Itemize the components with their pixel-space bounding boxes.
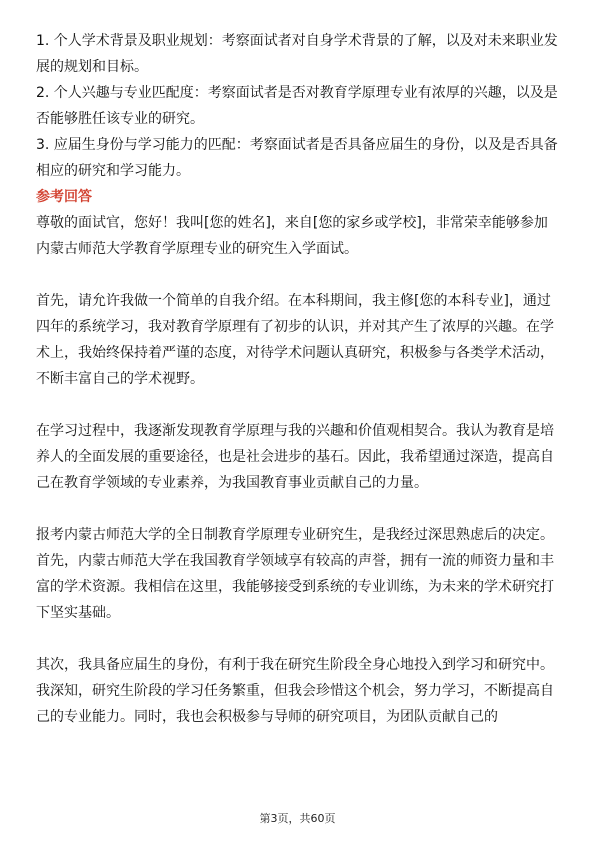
paragraph-gap	[36, 626, 559, 652]
answer-paragraph: 其次，我具备应届生的身份，有利于我在研究生阶段全身心地投入到学习和研究中。我深知，研究生阶段的学习任务繁重，但我会珍惜这个机会，努力学习，不断提高自己的专业能力。同时，我也会积极参与导师的研究项目，为团队贡献自己的	[36, 657, 554, 725]
criteria-item: 1. 个人学术背景及职业规划：考察面试者对自身学术背景的了解，以及对未来职业发展的规划和目标。	[36, 33, 558, 75]
answer-paragraph: 在学习过程中，我逐渐发现教育学原理与我的兴趣和价值观相契合。我认为教育是培养人的全面发展的重要途径，也是社会进步的基石。因此，我希望通过深造，提高自己在教育学领域的专业素养，为我国教育事业贡献自己的力量。	[36, 423, 554, 491]
paragraph-gap	[36, 496, 559, 522]
criteria-item: 2. 个人兴趣与专业匹配度：考察面试者是否对教育学原理专业有浓厚的兴趣，以及是否能够胜任该专业的研究。	[36, 85, 558, 127]
page-content	[36, 28, 559, 730]
paragraph-gap	[36, 392, 559, 418]
answer-heading: 参考回答	[36, 189, 92, 205]
page-footer: 第3页，共60页	[259, 812, 336, 825]
answer-paragraph: 报考内蒙古师范大学的全日制教育学原理专业研究生，是我经过深思熟虑后的决定。首先，内蒙古师范大学在我国教育学领域享有较高的声誉，拥有一流的师资力量和丰富的学术资源。我相信在这里，我能够接受到系统的专业训练，为未来的学术研究打下坚实基础。	[36, 527, 554, 621]
criteria-item: 3. 应届生身份与学习能力的匹配：考察面试者是否具备应届生的身份，以及是否具备相应的研究和学习能力。	[36, 137, 558, 179]
paragraph-gap	[36, 262, 559, 288]
answer-paragraph: 首先，请允许我做一个简单的自我介绍。在本科期间，我主修[您的本科专业]，通过四年的系统学习，我对教育学原理有了初步的认识，并对其产生了浓厚的兴趣。在学术上，我始终保持着严谨的态度，对待学术问题认真研究，积极参与各类学术活动，不断丰富自己的学术视野。	[36, 293, 554, 387]
answer-paragraph: 尊敬的面试官，您好！我叫[您的姓名]，来自[您的家乡或学校]，非常荣幸能够参加内蒙古师范大学教育学原理专业的研究生入学面试。	[36, 215, 548, 257]
criteria-list	[36, 28, 559, 184]
